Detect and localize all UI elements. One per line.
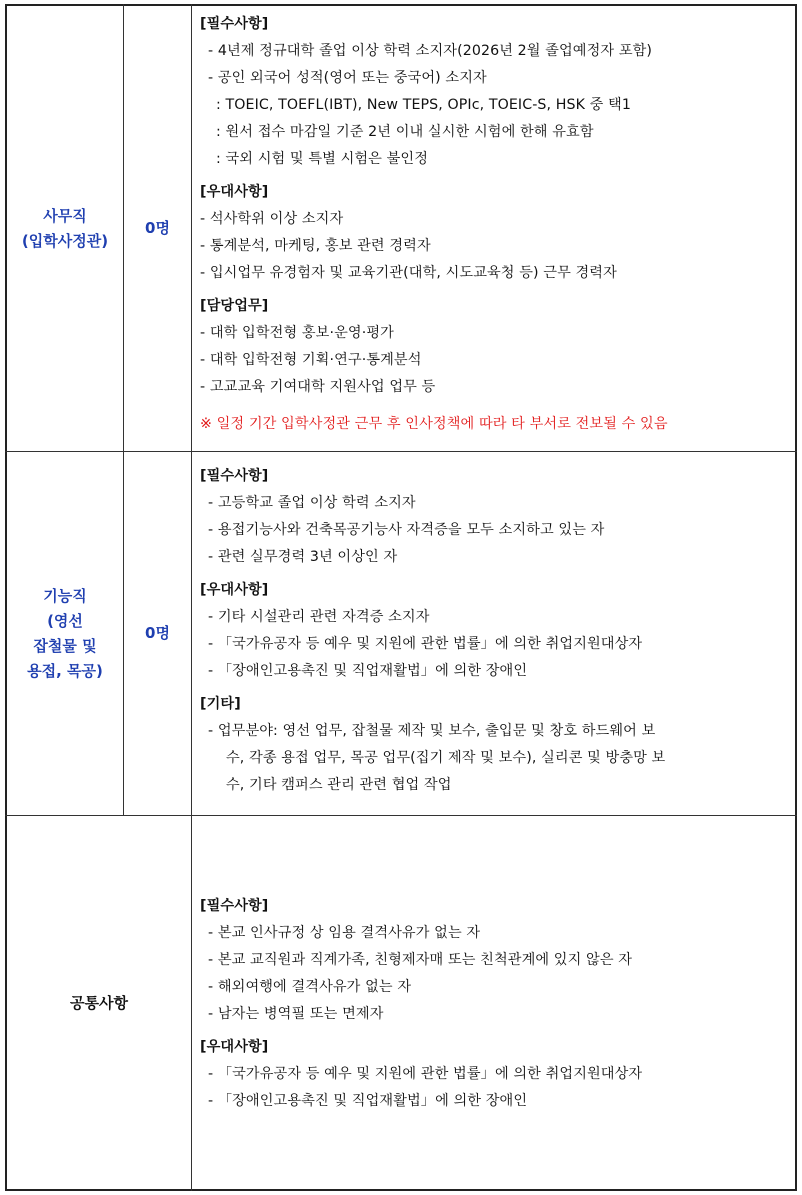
job-title-office — [7, 6, 123, 451]
list-subitem: : 국외 시험 및 특별 시험은 불인정 — [216, 151, 429, 167]
list-item-continued: 수, 각종 용접 업무, 목공 업무(집기 제작 및 보수), 실리콘 및 방충망 보 — [226, 750, 666, 766]
section-preferred: [우대사항] — [200, 184, 269, 200]
common-requirements-label — [7, 816, 191, 1189]
details-common — [200, 893, 794, 1115]
job-title-line: 기능직 — [43, 586, 87, 605]
list-item: - 해외여행에 결격사유가 없는 자 — [208, 979, 412, 995]
list-item: - 고교교육 기여대학 지원사업 업무 등 — [200, 379, 436, 395]
section-preferred: [우대사항] — [200, 582, 269, 598]
list-item: - 「국가유공자 등 예우 및 지원에 관한 법률」에 의한 취업지원대상자 — [208, 1066, 643, 1082]
section-required: [필수사항] — [200, 468, 269, 484]
list-item: - 기타 시설관리 관련 자격증 소지자 — [208, 609, 430, 625]
list-item: - 4년제 정규대학 졸업 이상 학력 소지자(2026년 2월 졸업예정자 포함) — [208, 43, 653, 59]
list-item: - 입시업무 유경험자 및 교육기관(대학, 시도교육청 등) 근무 경력자 — [200, 265, 617, 281]
details-technical — [200, 463, 794, 799]
list-item: - 대학 입학전형 기획·연구·통계분석 — [200, 352, 422, 368]
list-item: - 공인 외국어 성적(영어 또는 중국어) 소지자 — [208, 70, 487, 86]
details-office — [200, 11, 794, 438]
col-divider-common — [191, 815, 192, 1191]
list-item: - 고등학교 졸업 이상 학력 소지자 — [208, 495, 416, 511]
list-item-continued: 수, 기타 캠퍼스 관리 관련 협업 작업 — [226, 777, 452, 793]
list-item: - 「장애인고용촉진 및 직업재활법」에 의한 장애인 — [208, 663, 528, 679]
list-item: - 통계분석, 마케팅, 홍보 관련 경력자 — [200, 238, 431, 254]
list-subitem: : TOEIC, TOEFL(IBT), New TEPS, OPIc, TOEIC-S, HSK 중 택1 — [216, 97, 631, 113]
list-item: - 본교 인사규정 상 임용 결격사유가 없는 자 — [208, 925, 481, 941]
list-item: - 남자는 병역필 또는 면제자 — [208, 1006, 384, 1022]
section-required: [필수사항] — [200, 898, 269, 914]
headcount-value: 0명 — [145, 219, 170, 237]
list-item: - 「장애인고용촉진 및 직업재활법」에 의한 장애인 — [208, 1093, 528, 1109]
list-item: - 관련 실무경력 3년 이상인 자 — [208, 549, 398, 565]
headcount-office — [124, 6, 191, 451]
list-item: - 용접기능사와 건축목공기능사 자격증을 모두 소지하고 있는 자 — [208, 522, 605, 538]
list-item: - 대학 입학전형 홍보·운영·평가 — [200, 325, 394, 341]
section-other: [기타] — [200, 696, 241, 712]
common-label-text: 공통사항 — [70, 994, 128, 1012]
section-duties: [담당업무] — [200, 298, 269, 314]
list-item: - 업무분야: 영선 업무, 잡철물 제작 및 보수, 출입문 및 창호 하드웨어 보 — [208, 723, 656, 739]
job-title-line: 사무직 — [43, 206, 87, 225]
job-title-line: 잡철물 및 — [33, 636, 97, 655]
job-title-technical — [7, 452, 123, 815]
list-subitem: : 원서 접수 마감일 기준 2년 이내 실시한 시험에 한해 유효함 — [216, 124, 594, 140]
section-preferred: [우대사항] — [200, 1039, 269, 1055]
job-title-line: 용접, 목공) — [27, 661, 103, 680]
list-item: - 본교 교직원과 직계가족, 친형제자매 또는 친척관계에 있지 않은 자 — [208, 952, 633, 968]
headcount-value: 0명 — [145, 624, 170, 642]
list-item: - 「국가유공자 등 예우 및 지원에 관한 법률」에 의한 취업지원대상자 — [208, 636, 643, 652]
job-title-line: (영선 — [47, 611, 83, 630]
transfer-note: ※ 일정 기간 입학사정관 근무 후 인사정책에 따라 타 부서로 전보될 수 있음 — [200, 416, 668, 432]
list-item: - 석사학위 이상 소지자 — [200, 211, 344, 227]
section-required: [필수사항] — [200, 16, 269, 32]
col-divider-count — [191, 4, 192, 815]
job-title-line: (입학사정관) — [21, 231, 109, 250]
headcount-technical — [124, 452, 191, 815]
